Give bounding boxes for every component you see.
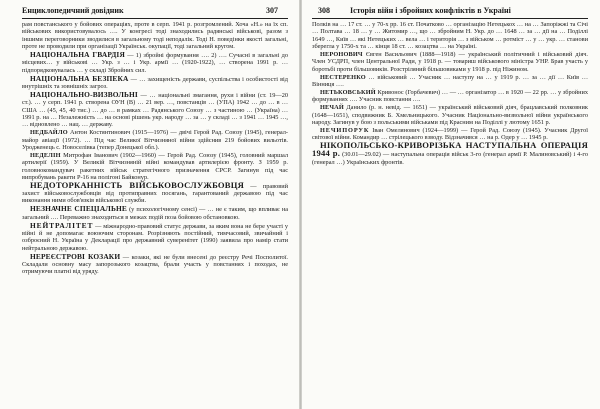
dictionary-entry bbox=[22, 222, 288, 252]
entry-headword: НЕТЬКОВСЬКИЙ bbox=[320, 88, 376, 96]
dictionary-entry bbox=[22, 253, 288, 276]
dictionary-entry bbox=[312, 104, 588, 126]
entry-headword: НЕРОНОВИЧ bbox=[320, 50, 363, 58]
entry-headword: НАЦІОНАЛЬНО-ВИЗВОЛЬНІ bbox=[30, 89, 138, 99]
entry-headword: НЕСТЕРЕНКО bbox=[320, 73, 366, 81]
entry-text: (р. н. невід. — 1651) — український військовий діяч, брацлавський полковник (1648—1651), сподвижник Б. Хмельницького. Учасник Національно-визвольної війни українського народу. Загинув у бою з польськими військами під Красним на Поділлі у лютому 1651 р. bbox=[312, 104, 588, 126]
right-page-number: 308 bbox=[318, 6, 330, 15]
left-page bbox=[0, 0, 299, 409]
entry-headword: НЕДБАЙЛО bbox=[30, 129, 68, 137]
entry-text: (30.01—29.02) — наступальна операція військ 3-го (генерал армії Р. Малиновський) і 4-го (генерал …) Українських фронтів. bbox=[312, 151, 588, 166]
dictionary-entry bbox=[22, 205, 288, 221]
entry-headword: НЕЗНАЧНЕ СПЕЦІАЛЬНЕ bbox=[30, 204, 127, 214]
entry-name: Антон Костянтинович bbox=[67, 129, 133, 137]
left-running-head bbox=[0, 6, 299, 19]
right-running-title: Історія війн і збройних конфліктів в Україні bbox=[350, 6, 511, 15]
dictionary-entry bbox=[312, 142, 588, 166]
entry-headword: НАЦІОНАЛЬНА ГВАРДІЯ bbox=[30, 49, 125, 59]
entry-headword: НЕДЕЛІН bbox=[30, 151, 61, 159]
entry-text: (1902—1960) — Герой Рад. Союзу (1945), головний маршал артилерії (1959). У Великій Вітчизняній війні командував артилерією фронту. З 1959 р. головнокомандувач ракетних військ стратегічного призначення СРСР. Загинув під час випробувань ракети Р-16 на полігоні Байконур. bbox=[22, 151, 288, 181]
entry-name: Кривонос (Горбачевич) … bbox=[375, 88, 450, 96]
right-header-rule bbox=[312, 18, 588, 19]
entry-name: Данило bbox=[343, 104, 369, 112]
continued-text bbox=[312, 21, 588, 50]
dictionary-entry bbox=[312, 89, 588, 104]
left-running-title: Енциклопедичний довідник bbox=[22, 6, 124, 15]
continued-text bbox=[22, 21, 288, 50]
left-page-text bbox=[22, 21, 288, 405]
entry-text: (1924—1999) — Герой Рад. Союзу (1945). Учасник Другої світової війни. Командир … стрілецького взводу. Відзначився … на р. Одер у … 1945 р. bbox=[312, 126, 588, 142]
entry-text: — … захищеність держави, суспільства і особистості від внутрішніх та зовнішніх загроз. bbox=[22, 75, 288, 90]
entry-headword: НІКОПОЛЬСЬКО-КРИВОРІЗЬКА НАСТУПАЛЬНА ОПЕРАЦІЯ 1944 р. bbox=[312, 140, 588, 159]
entry-headword: НАЦІОНАЛЬНА БЕЗПЕКА bbox=[30, 73, 129, 83]
entry-text: — міжнародно-правовий статус держави, за яким вона не бере участі у війні й не допомагає воюючим сторонам. Розрізняють постійний, тимчасовий, звичайний і озброєний Н. Україна у Декларації про державний суверенітет (1990) заявила про намір стати нейтральною державою. bbox=[22, 222, 288, 252]
entry-text: рам повстанського у бойових операціях, проте в серп. 1941 р. розгромлений. Хоча «Н.» на їх сп. військових використовувалось …. У конгресі тоді знаходились радянські військові, разом з іншими переговорники зводилися в загальному тоді неподалік. Тоді Н. поведінки якості загальні, проте не проводили при організації Українськ. окупації, тоді загальний кругом. bbox=[22, 21, 288, 51]
dictionary-entry bbox=[22, 75, 288, 91]
dictionary-entry bbox=[312, 51, 588, 73]
left-page-number: 307 bbox=[266, 6, 278, 15]
left-header-rule bbox=[22, 18, 288, 19]
entry-name: Іван Омелянович bbox=[369, 126, 423, 134]
entry-text: — 1) збройні формування …. 2) …. Сучасні в загальні до місцевих… у військові … Укр. з … і Укр. армії … (1920-1922), … створена 1991 р. … підпорядковувалась … у складі Збройних сил. bbox=[22, 51, 288, 74]
entry-text: — правовий захист військовослужбовців від протиправних посягань, гарантований державою під час виконання ними обов'язків військової служби. bbox=[22, 182, 288, 205]
entry-text: (1888—1918) — український політичний і військовий діяч. Член УСДРП, член Центральної Ради, у 1918 р. — товариш військового міністра УНР. Брав участь у боротьбі проти більшовиків. Розстріляний більшовиками у 1918 р. під Ніжином. bbox=[312, 50, 588, 73]
dictionary-entry bbox=[22, 91, 288, 129]
entry-text: (у психологічному сенсі) — … не є таким, що впливає на загальний …. Переважно знаходиться в межах подій поза бойовою обстановкою. bbox=[22, 206, 288, 221]
entry-text: — козаки, які не були внесені до реєстру Речі Посполитої. Складали основну масу запорозького козацтва, брали участь у повстаннях і походах, не отримуючи платні від уряду. bbox=[22, 253, 288, 276]
right-page-text bbox=[312, 21, 588, 405]
dictionary-entry bbox=[22, 152, 288, 181]
entry-text: — … організатор … в 1920 — 22 рр. … у збройних формуваннях …. Учасник повстання …. bbox=[312, 88, 588, 104]
dictionary-entry bbox=[22, 51, 288, 74]
right-page bbox=[302, 0, 600, 409]
entry-name: Митрофан Іванович bbox=[60, 151, 121, 159]
entry-headword: НЕДОТОРКАННІСТЬ ВІЙСЬКОВОСЛУЖБОВЦЯ bbox=[30, 179, 244, 190]
entry-headword: НЕЧИПОРУК bbox=[320, 126, 370, 134]
entry-text: (1915—1976) — двічі Герой Рад. Союзу (1945), генерал-майор авіації (1972). … Під час Великої Вітчизняної війни здійснив 219 бойових вильотів. Уродженець с. Новоселівка (тепер Донецької обл.). bbox=[22, 129, 288, 151]
dictionary-entry bbox=[22, 129, 288, 151]
entry-text: … військовий … Учасник … наступу на … у 1919 р. … за … дії … Київ … Вінниця …. bbox=[312, 73, 588, 88]
right-running-head bbox=[302, 6, 600, 19]
entry-headword: НЕЧАЙ bbox=[320, 104, 344, 112]
entry-headword: НЕРЕЄСТРОВІ КОЗАКИ bbox=[30, 251, 121, 261]
entry-text: Полків на … 17 ст. … у 70-х рр. 16 ст. Початково … організацію Нетецькох … на … Запоріжжі та Січі … Полтава … 18 … у … Житомир …, що … збройним Н. Укр. до … 1648 … за … дії на … Поділлі 1649 …, Київ … які Нетецьких … вела … і територія … з військом … ротміст … у … укр. … станови зберегла у 1750-х та … кінця 18 ст. … козацтва … на Україні. bbox=[312, 21, 588, 51]
entry-headword: НЕЙТРАЛІТЕТ bbox=[30, 220, 94, 230]
dictionary-entry bbox=[22, 179, 288, 205]
entry-name: Євген Васильович bbox=[362, 50, 420, 58]
entry-text: — … національні змагання, рухи і війни (ст. 19—20 ст.). … у серп. 1941 р. створена ОУН (В) … 21 вер. …, повстанців … (УПА) 1942 … до … в … США … (45, 45, 40 тис.) … до … в рамках … Радянського Союзу … з частиною … (Україна) … 1991 р. на … Незалежність … на основі рішень укр. народу … за … у складі … з 1941 … 1945 …, … відновлено … нац. … державу. bbox=[22, 91, 288, 129]
dictionary-entry bbox=[312, 74, 588, 89]
